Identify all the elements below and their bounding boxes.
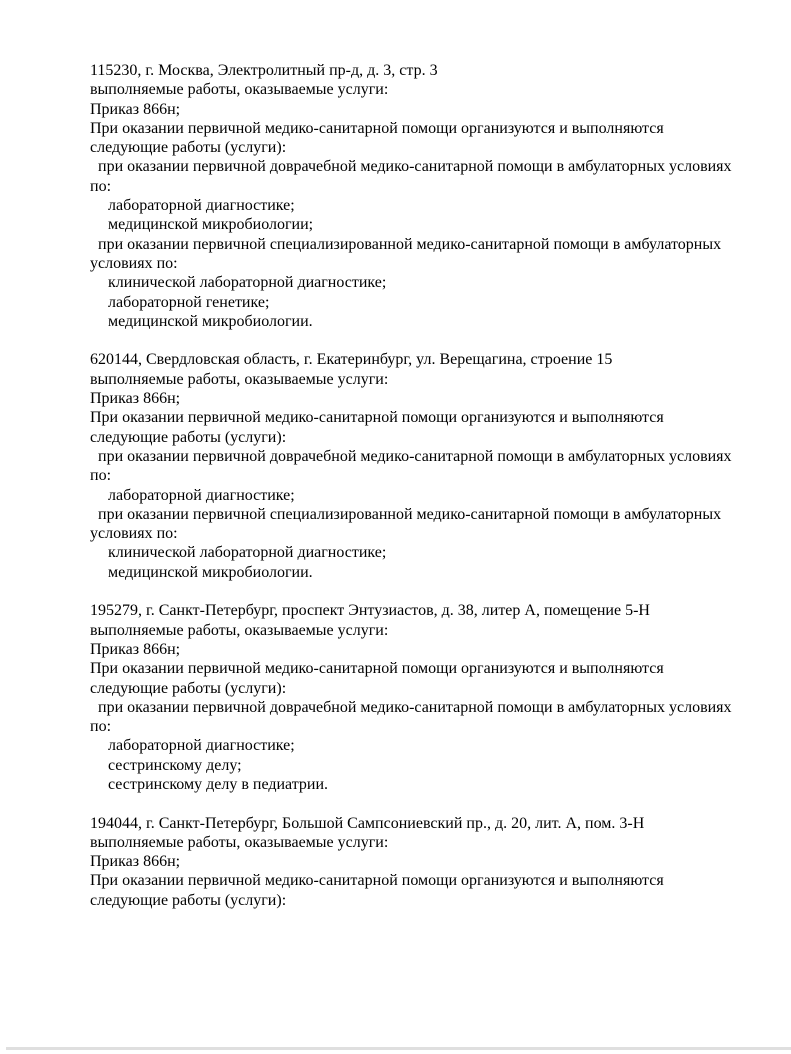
care-type-heading: при оказании первичной специализированной медико-санитарной помощи в амбулаторных условиях по: <box>90 235 722 272</box>
address-block <box>90 601 742 794</box>
service-item: лабораторной диагностике; <box>108 197 295 215</box>
care-type-heading: при оказании первичной доврачебной медико-санитарной помощи в амбулаторных условиях по: <box>90 158 732 195</box>
address-line: 115230, г. Москва, Электролитный пр-д, д. 3, стр. 3 <box>90 62 438 79</box>
order-line: Приказ 866н; <box>90 640 181 658</box>
care-type-heading: при оказании первичной доврачебной медико-санитарной помощи в амбулаторных условиях по: <box>90 698 732 736</box>
order-line: Приказ 866н; <box>90 853 181 871</box>
care-type-heading: при оказании первичной специализированной медико-санитарной помощи в амбулаторных условиях по: <box>90 505 722 543</box>
intro-paragraph: При оказании первичной медико-санитарной помощи организуются и выполняются следующие работы (услуги): <box>90 409 664 446</box>
service-item: сестринскому делу; <box>108 756 242 774</box>
service-item: лабораторной диагностике; <box>108 486 295 504</box>
address-line: 195279, г. Санкт-Петербург, проспект Энтузиастов, д. 38, литер А, помещение 5-Н <box>90 602 650 620</box>
intro-paragraph: При оказании первичной медико-санитарной помощи организуются и выполняются следующие работы (услуги): <box>90 872 664 909</box>
address-line: 620144, Свердловская область, г. Екатеринбург, ул. Верещагина, строение 15 <box>90 351 613 369</box>
service-item: лабораторной генетике; <box>108 293 270 311</box>
care-type-heading: при оказании первичной доврачебной медико-санитарной помощи в амбулаторных условиях по: <box>90 447 732 485</box>
works-label: выполняемые работы, оказываемые услуги: <box>90 81 389 99</box>
order-line: Приказ 866н; <box>90 390 181 408</box>
address-line: 194044, г. Санкт-Петербург, Большой Сампсониевский пр., д. 20, лит. А, пом. 3-Н <box>90 814 645 832</box>
intro-paragraph: При оказании первичной медико-санитарной помощи организуются и выполняются следующие работы (услуги): <box>90 660 664 697</box>
service-item: медицинской микробиологии. <box>108 312 313 330</box>
service-item: лабораторной диагностике; <box>108 737 295 755</box>
service-item: сестринскому делу в педиатрии. <box>108 775 329 793</box>
address-block <box>90 61 742 331</box>
service-item: медицинской микробиологии; <box>108 216 314 234</box>
service-item: клинической лабораторной диагностике; <box>108 544 387 562</box>
works-label: выполняемые работы, оказываемые услуги: <box>90 621 389 639</box>
bottom-divider <box>6 1047 791 1050</box>
address-block <box>90 350 742 582</box>
address-block <box>90 814 742 910</box>
license-works-list <box>90 61 742 910</box>
works-label: выполняемые работы, оказываемые услуги: <box>90 833 389 851</box>
order-line: Приказ 866н; <box>90 100 181 118</box>
intro-paragraph: При оказании первичной медико-санитарной помощи организуются и выполняются следующие работы (услуги): <box>90 119 664 157</box>
service-item: медицинской микробиологии. <box>108 563 313 581</box>
service-item: клинической лабораторной диагностике; <box>108 274 387 292</box>
works-label: выполняемые работы, оказываемые услуги: <box>90 370 389 388</box>
